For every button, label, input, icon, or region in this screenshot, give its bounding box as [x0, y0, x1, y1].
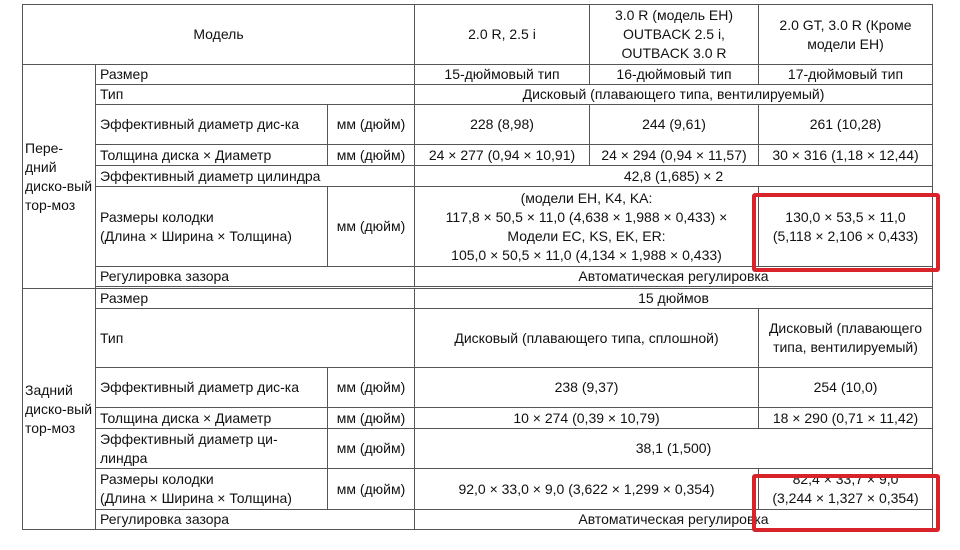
front-cylinder-row — [23, 166, 933, 187]
front-thickness-row — [23, 145, 933, 166]
rear-type-1-2: Дисковый (плавающего типа, сплошной) — [415, 309, 759, 368]
rear-size-row — [23, 289, 933, 309]
rear-eff-diam-row — [23, 368, 933, 408]
header-col-1: 2.0 R, 2.5 i — [415, 5, 590, 65]
front-pad-label-line-1: Размеры колодки — [100, 208, 214, 225]
rear-pad-label-line-1: Размеры колодки — [100, 471, 214, 487]
front-type-label: Тип — [96, 85, 415, 105]
header-row — [23, 5, 933, 65]
front-type-row — [23, 85, 933, 105]
front-clearance-value: Автоматическая регулировка — [415, 267, 933, 287]
front-pad-highlight-box — [752, 193, 940, 272]
header-col-2: 3.0 R (модель EH) OUTBACK 2.5 i, OUTBACK 3.0 R — [590, 5, 759, 65]
rear-thickness-unit: мм (дюйм) — [328, 408, 415, 429]
rear-eff-diam-label: Эффективный диаметр дис-ка — [96, 368, 328, 408]
rear-pad-3-line-1: 82,4 × 33,7 × 9,0 — [792, 471, 899, 487]
rear-size-label: Размер — [96, 289, 415, 309]
front-pad-label — [96, 187, 328, 267]
front-eff-diam-row — [23, 105, 933, 145]
front-size-2: 16-дюймовый тип — [590, 65, 759, 85]
rear-clearance-value: Автоматическая регулировка — [415, 510, 933, 530]
front-clearance-label: Регулировка зазора — [96, 267, 415, 287]
front-pad-3-line-2: (5,118 × 2,106 × 0,433) — [772, 227, 919, 244]
rear-brake-group-label: Задний диско-вый тор-моз — [23, 289, 96, 530]
front-eff-diam-2: 244 (9,61) — [590, 105, 759, 145]
rear-pad-label-line-2: (Длина × Ширина × Толщина) — [100, 490, 292, 506]
front-pad-label-line-2: (Длина × Ширина × Толщина) — [100, 227, 292, 244]
rear-thickness-label: Толщина диска × Диаметр — [96, 408, 328, 429]
rear-pad-1-2: 92,0 × 33,0 × 9,0 (3,622 × 1,299 × 0,354) — [415, 469, 759, 510]
front-pad-1-2-line-2: 117,8 × 50,5 × 11,0 (4,638 × 1,988 × 0,433) × — [445, 208, 728, 225]
front-pad-1-2 — [415, 187, 759, 267]
rear-eff-diam-unit: мм (дюйм) — [328, 368, 415, 408]
front-pad-1-2-line-4: 105,0 × 50,5 × 11,0 (4,134 × 1,988 × 0,433) — [451, 246, 722, 263]
front-eff-diam-unit: мм (дюйм) — [328, 105, 415, 145]
rear-eff-diam-3: 254 (10,0) — [759, 368, 933, 408]
front-eff-diam-3: 261 (10,28) — [759, 105, 933, 145]
front-eff-diam-1: 228 (8,98) — [415, 105, 590, 145]
front-eff-diam-label: Эффективный диаметр дис-ка — [96, 105, 328, 145]
rear-cylinder-value: 38,1 (1,500) — [415, 429, 933, 469]
header-model: Модель — [23, 5, 415, 65]
rear-cylinder-row — [23, 429, 933, 469]
front-pad-3-line-1: 130,0 × 53,5 × 11,0 — [785, 208, 906, 225]
rear-clearance-label: Регулировка зазора — [96, 510, 415, 530]
header-col-3: 2.0 GT, 3.0 R (Кроме модели EH) — [759, 5, 933, 65]
rear-thickness-1-2: 10 × 274 (0,39 × 10,79) — [415, 408, 759, 429]
rear-thickness-row — [23, 408, 933, 429]
rear-cylinder-label: Эффективный диаметр ци-линдра — [96, 429, 328, 469]
rear-type-label: Тип — [96, 309, 415, 368]
front-thickness-2: 24 × 294 (0,94 × 11,57) — [590, 145, 759, 166]
front-thickness-1: 24 × 277 (0,94 × 10,91) — [415, 145, 590, 166]
front-size-3: 17-дюймовый тип — [759, 65, 933, 85]
front-size-label: Размер — [96, 65, 415, 85]
front-pad-unit: мм (дюйм) — [328, 187, 415, 267]
rear-thickness-3: 18 × 290 (0,71 × 11,42) — [759, 408, 933, 429]
rear-pad-label — [96, 469, 328, 510]
rear-pad-highlight-box — [752, 474, 940, 532]
front-size-row — [23, 65, 933, 85]
rear-pad-3-line-2: (3,244 × 1,327 × 0,354) — [772, 490, 919, 506]
rear-type-3: Дисковый (плавающего типа, вентилируемый) — [759, 309, 933, 368]
front-brake-group-label: Пере-дний диско-вый тор-моз — [23, 65, 96, 289]
front-thickness-label: Толщина диска × Диаметр — [96, 145, 328, 166]
front-type-value: Дисковый (плавающего типа, вентилируемый) — [415, 85, 933, 105]
rear-eff-diam-1-2: 238 (9,37) — [415, 368, 759, 408]
front-thickness-unit: мм (дюйм) — [328, 145, 415, 166]
rear-type-row — [23, 309, 933, 368]
front-cylinder-label: Эффективный диаметр цилиндра — [96, 166, 415, 187]
rear-size-value: 15 дюймов — [415, 289, 933, 309]
front-cylinder-value: 42,8 (1,685) × 2 — [415, 166, 933, 187]
front-thickness-3: 30 × 316 (1,18 × 12,44) — [759, 145, 933, 166]
rear-cylinder-unit: мм (дюйм) — [328, 429, 415, 469]
front-pad-1-2-line-1: (модели EH, K4, KA: — [520, 189, 653, 206]
front-size-1: 15-дюймовый тип — [415, 65, 590, 85]
front-pad-1-2-line-3: Модели EC, KS, EK, ER: — [507, 227, 666, 244]
rear-pad-unit: мм (дюйм) — [328, 469, 415, 510]
